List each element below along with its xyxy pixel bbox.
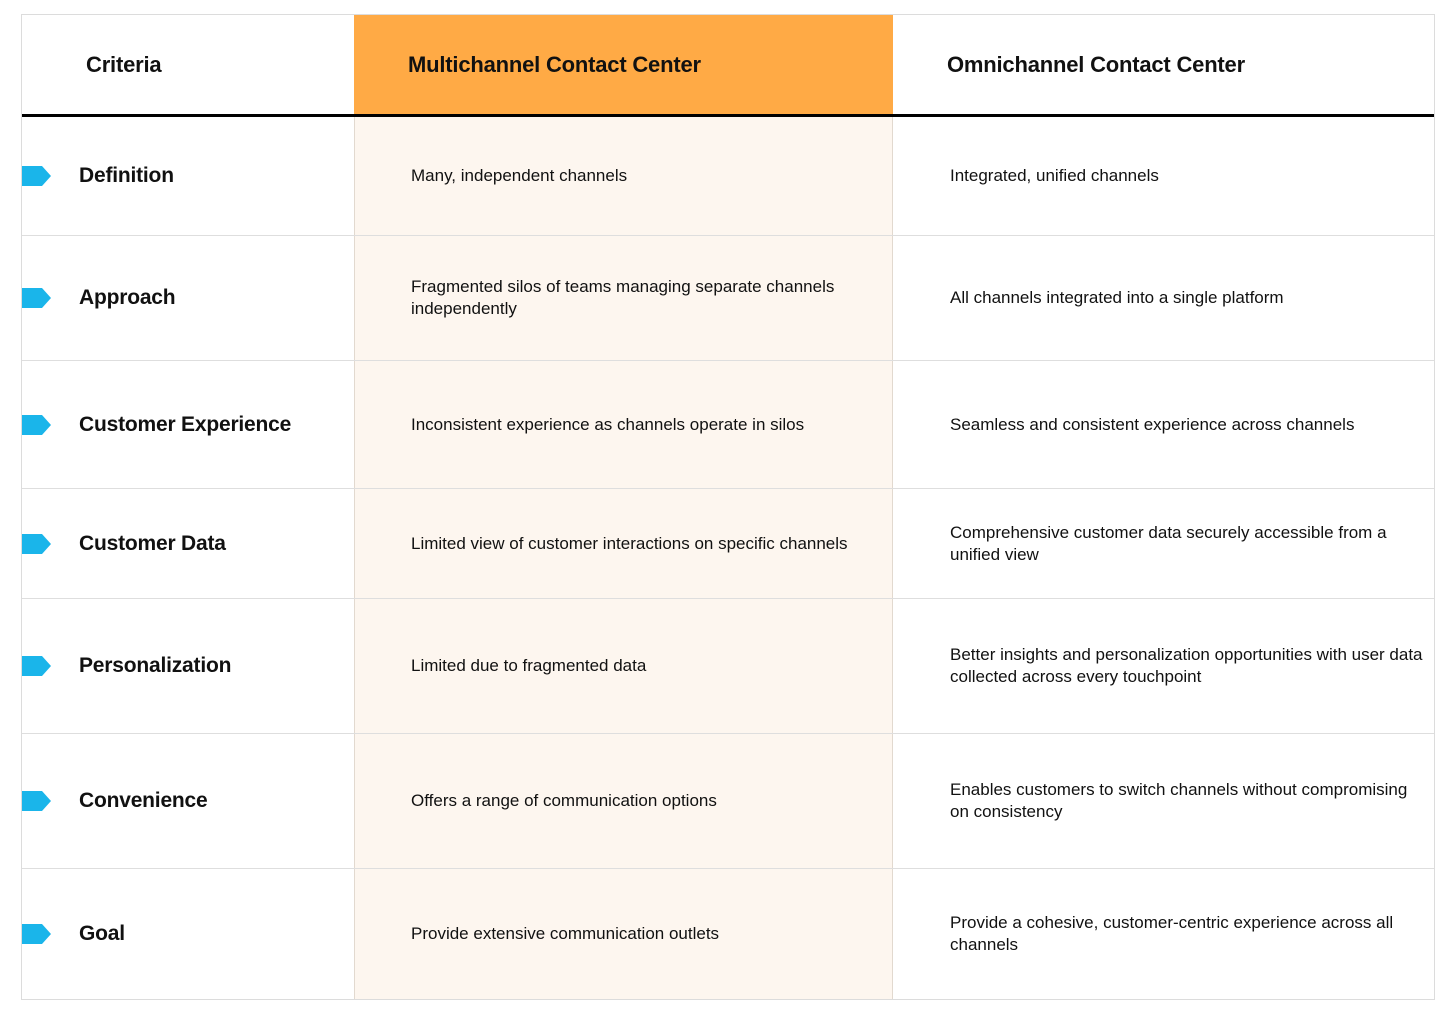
omnichannel-cell: [893, 117, 1436, 235]
criteria-cell: [22, 869, 354, 999]
table-row: [22, 869, 1434, 999]
criteria-label: Goal: [79, 922, 125, 945]
tag-marker-icon: [22, 415, 51, 435]
table-row: [22, 489, 1434, 599]
tag-marker-icon: [22, 534, 51, 554]
multichannel-text: Provide extensive communication outlets: [411, 924, 720, 943]
criteria-label: Convenience: [79, 789, 208, 812]
omnichannel-cell: [893, 599, 1436, 733]
omnichannel-text: Integrated, unified channels: [950, 166, 1159, 185]
multichannel-cell: [354, 734, 893, 868]
omnichannel-text: Better insights and personalization opportunities with user data collected across every touchpoint: [950, 645, 1423, 686]
criteria-label: Definition: [79, 164, 174, 187]
header-omnichannel: Omnichannel Contact Center: [947, 51, 1245, 77]
omnichannel-cell: [893, 489, 1436, 598]
omnichannel-cell: [893, 361, 1436, 488]
tag-marker-icon: [22, 288, 51, 308]
tag-marker-icon: [22, 924, 51, 944]
tag-marker-icon: [22, 166, 51, 186]
omnichannel-cell: [893, 734, 1436, 868]
multichannel-text: Fragmented silos of teams managing separate channels independently: [411, 277, 835, 318]
table-row: [22, 117, 1434, 236]
omnichannel-text: Seamless and consistent experience across channels: [950, 414, 1355, 434]
table-row: [22, 361, 1434, 489]
multichannel-cell: [354, 599, 893, 733]
table-row: [22, 599, 1434, 734]
table-header: [22, 15, 1434, 117]
multichannel-text: Offers a range of communication options: [411, 791, 717, 810]
multichannel-text: Limited due to fragmented data: [411, 656, 647, 675]
header-multichannel: Multichannel Contact Center: [354, 15, 893, 114]
criteria-cell: [22, 489, 354, 598]
criteria-label: Customer Experience: [79, 412, 292, 436]
multichannel-text: Many, independent channels: [411, 166, 628, 185]
criteria-cell: [22, 599, 354, 733]
multichannel-cell: [354, 361, 893, 488]
omnichannel-text: Enables customers to switch channels without compromising on consistency: [950, 780, 1408, 821]
criteria-label: Customer Data: [79, 531, 226, 555]
criteria-cell: [22, 236, 354, 360]
omnichannel-text: Provide a cohesive, customer-centric experience across all channels: [950, 913, 1394, 954]
omnichannel-text: Comprehensive customer data securely accessible from a unified view: [950, 522, 1387, 564]
omnichannel-cell: [893, 236, 1436, 360]
tag-marker-icon: [22, 791, 51, 811]
criteria-cell: [22, 117, 354, 235]
criteria-label: Approach: [79, 286, 176, 309]
omnichannel-text: All channels integrated into a single platform: [950, 288, 1284, 307]
omnichannel-cell: [893, 869, 1436, 999]
multichannel-cell: [354, 236, 893, 360]
multichannel-cell: [354, 117, 893, 235]
multichannel-cell: [354, 489, 893, 598]
tag-marker-icon: [22, 656, 51, 676]
header-criteria: Criteria: [86, 51, 162, 77]
criteria-cell: [22, 734, 354, 868]
criteria-label: Personalization: [79, 654, 232, 677]
multichannel-text: Limited view of customer interactions on specific channels: [411, 533, 848, 553]
comparison-table: [21, 14, 1435, 1000]
table-row: [22, 236, 1434, 361]
multichannel-cell: [354, 869, 893, 999]
table-row: [22, 734, 1434, 869]
multichannel-text: Inconsistent experience as channels operate in silos: [411, 414, 805, 434]
criteria-cell: [22, 361, 354, 488]
